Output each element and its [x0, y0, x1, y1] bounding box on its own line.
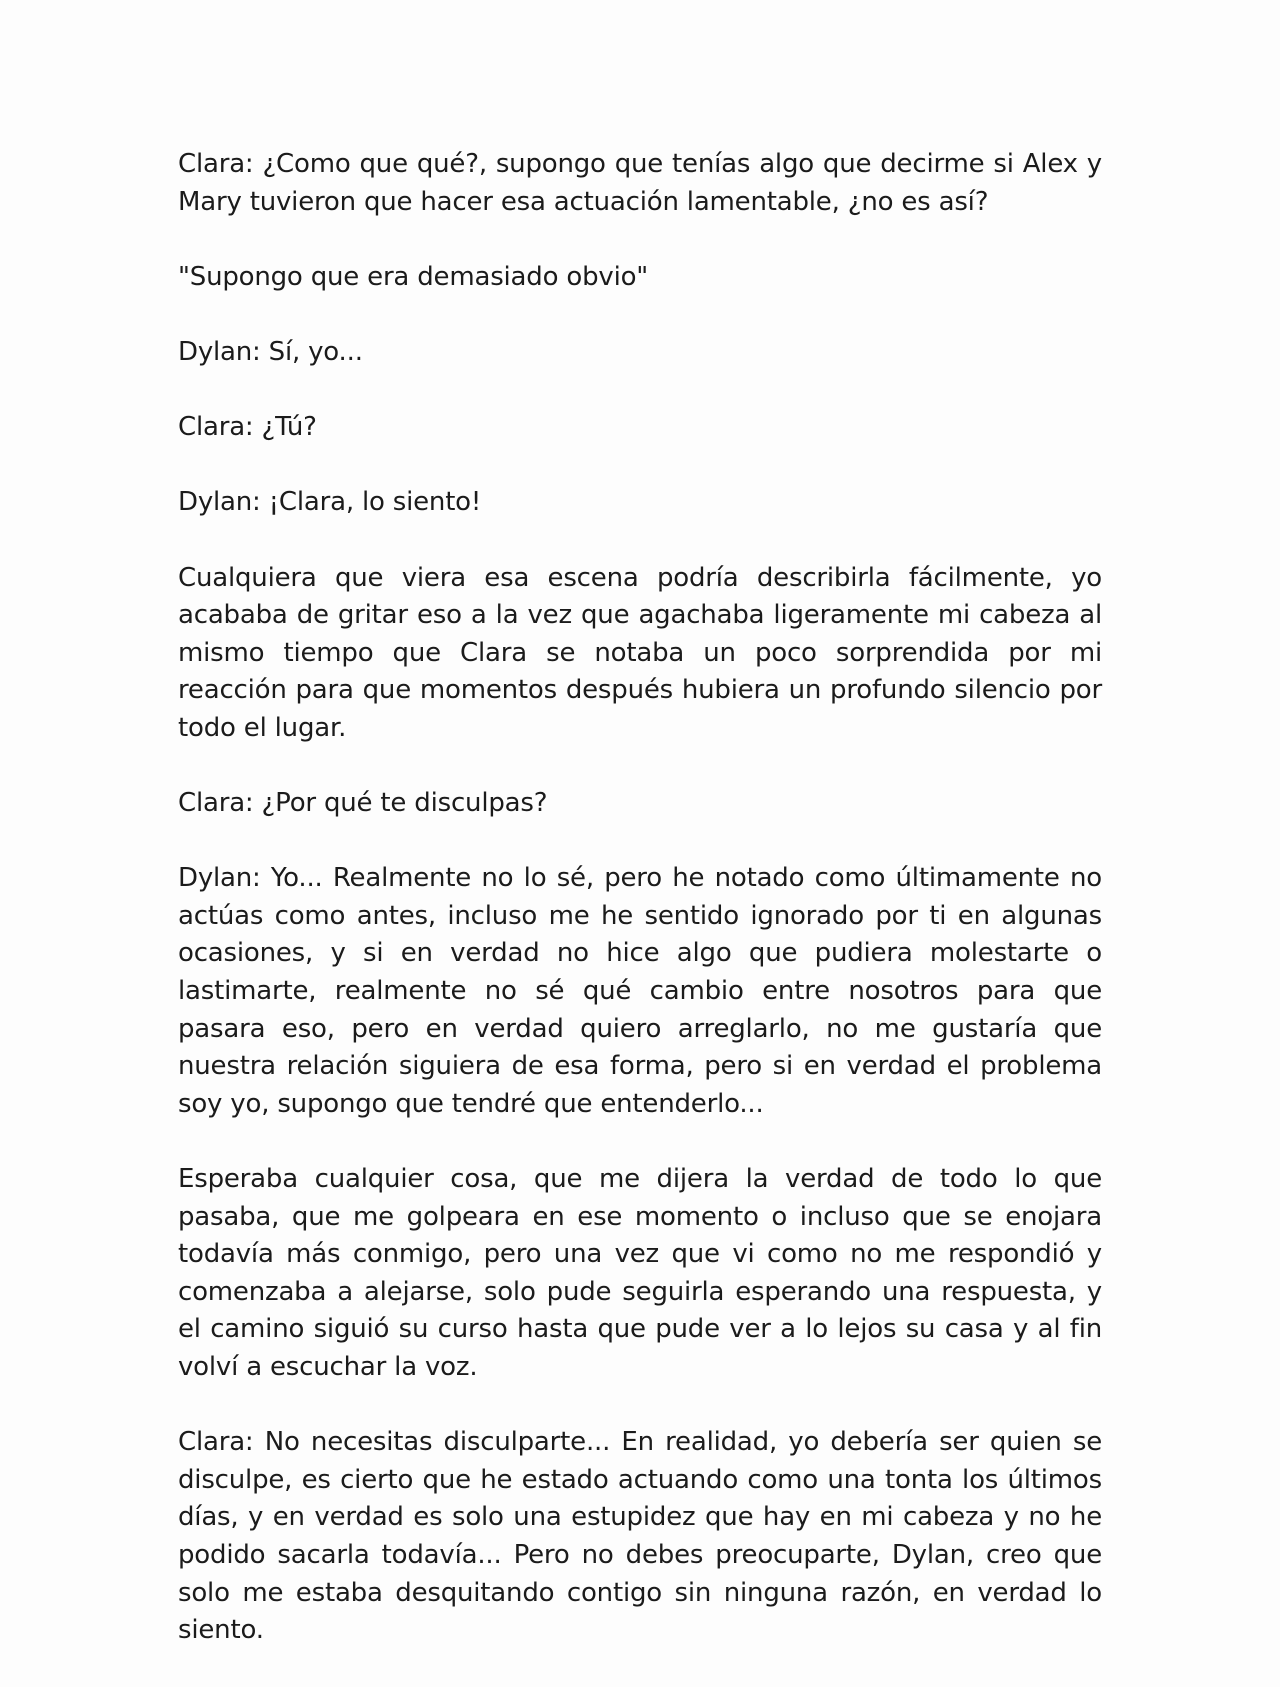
paragraph-dylan-explanation: Dylan: Yo... Realmente no lo sé, pero he notado como últimamente no actúas como antes, incluso me he sentido ignorado por ti en algunas ocasiones, y si en verdad no hice algo que pudiera molestarte o lastimarte, realmente no sé qué cambio entre nosotros para que pasara eso, pero en verdad quiero arreglarlo, no me gustaría que nuestra relación siguiera de esa forma, pero si en verdad el problema soy yo, supongo que tendré que entenderlo... [178, 863, 1102, 1119]
paragraph-clara-apology: Clara: No necesitas disculparte... En realidad, yo debería ser quien se disculpe, es cierto que he estado actuando como una tonta los últimos días, y en verdad es solo una estupidez que hay en mi cabeza y no he podido sacarla todavía... Pero no debes preocuparte, Dylan, creo que solo me estaba desquitando contigo sin ninguna razón, en verdad lo siento. [178, 1427, 1102, 1646]
paragraph-narration-scene: Cualquiera que viera esa escena podría describirla fácilmente, yo acababa de gritar eso a la vez que agachaba ligeramente mi cabeza al mismo tiempo que Clara se notaba un poco sorprendida por mi reacción para que momentos después hubiera un profundo silencio por todo el lugar. [178, 562, 1102, 743]
paragraph-clara-question: Clara: ¿Como que qué?, supongo que tenías algo que decirme si Alex y Mary tuvieron que hacer esa actuación lamentable, ¿no es así? [178, 149, 1102, 217]
paragraph-clara-you: Clara: ¿Tú? [178, 412, 317, 443]
paragraph-narration-waiting: Esperaba cualquier cosa, que me dijera la verdad de todo lo que pasaba, que me golpeara en ese momento o incluso que se enojara todavía más conmigo, pero una vez que vi como no me respondió y comenzaba a alejarse, solo pude seguirla esperando una respuesta, y el camino siguió su curso hasta que pude ver a lo lejos su casa y al fin volví a escuchar la voz. [178, 1164, 1102, 1382]
paragraph-dylan-yes: Dylan: Sí, yo... [178, 336, 363, 367]
paragraph-thought: "Supongo que era demasiado obvio" [178, 261, 649, 292]
paragraph-clara-why: Clara: ¿Por qué te disculpas? [178, 788, 548, 819]
document-page [178, 146, 1102, 1687]
paragraph-dylan-sorry: Dylan: ¡Clara, lo siento! [178, 487, 482, 518]
